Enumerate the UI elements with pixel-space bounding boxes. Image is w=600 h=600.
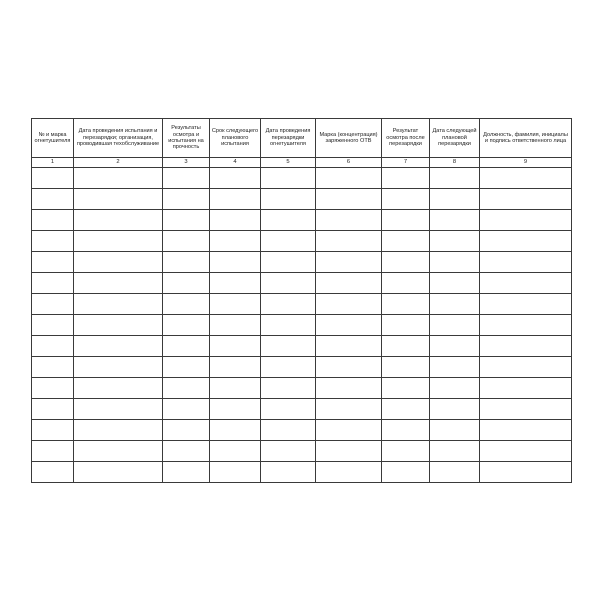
table-cell[interactable]: [480, 336, 572, 357]
table-row: [32, 441, 572, 462]
table-cell[interactable]: [74, 378, 163, 399]
table-cell[interactable]: [163, 399, 210, 420]
table-cell[interactable]: [210, 420, 261, 441]
table-row: [32, 315, 572, 336]
table-cell[interactable]: [430, 441, 480, 462]
table-cell[interactable]: [32, 252, 74, 273]
table-cell[interactable]: [480, 441, 572, 462]
table-cell[interactable]: [163, 189, 210, 210]
table-cell[interactable]: [74, 315, 163, 336]
table-cell[interactable]: [261, 336, 316, 357]
column-number: 8: [430, 158, 480, 168]
table-cell[interactable]: [480, 462, 572, 483]
table-cell[interactable]: [261, 420, 316, 441]
table-cell[interactable]: [430, 357, 480, 378]
table-cell[interactable]: [32, 399, 74, 420]
table-cell[interactable]: [430, 231, 480, 252]
table-cell[interactable]: [382, 189, 430, 210]
header-extinguisher-id: № и марка огнетушителя: [32, 119, 74, 158]
header-next-recharge-date: Дата следующей плановой перезарядки: [430, 119, 480, 158]
table-cell[interactable]: [382, 441, 430, 462]
header-responsible-person: Должность, фамилия, инициалы и подпись ответственного лица: [480, 119, 572, 158]
table-cell[interactable]: [316, 210, 382, 231]
table-cell[interactable]: [210, 378, 261, 399]
table-cell[interactable]: [261, 378, 316, 399]
table-cell[interactable]: [74, 462, 163, 483]
table-cell[interactable]: [261, 168, 316, 189]
table-cell[interactable]: [382, 231, 430, 252]
table-cell[interactable]: [74, 168, 163, 189]
table-cell[interactable]: [480, 315, 572, 336]
table-cell[interactable]: [74, 336, 163, 357]
table-row: [32, 231, 572, 252]
table-row: [32, 420, 572, 441]
table-row: [32, 378, 572, 399]
table-cell[interactable]: [210, 231, 261, 252]
table-cell[interactable]: [32, 189, 74, 210]
table-cell[interactable]: [32, 294, 74, 315]
table-cell[interactable]: [210, 210, 261, 231]
table-cell[interactable]: [261, 252, 316, 273]
column-number: 7: [382, 158, 430, 168]
table-cell[interactable]: [430, 210, 480, 231]
table-cell[interactable]: [32, 315, 74, 336]
table-cell[interactable]: [480, 189, 572, 210]
table-cell[interactable]: [163, 168, 210, 189]
table-cell[interactable]: [210, 294, 261, 315]
table-cell[interactable]: [210, 441, 261, 462]
table-cell[interactable]: [32, 336, 74, 357]
table-cell[interactable]: [74, 357, 163, 378]
table-cell[interactable]: [74, 441, 163, 462]
table-row: [32, 252, 572, 273]
column-number: 5: [261, 158, 316, 168]
table-cell[interactable]: [430, 399, 480, 420]
table-cell[interactable]: [163, 294, 210, 315]
table-cell[interactable]: [261, 294, 316, 315]
header-test-date-organization: Дата проведения испытания и перезарядки; организация, проводившая техобслуживание: [74, 119, 163, 158]
table-cell[interactable]: [430, 168, 480, 189]
table-cell[interactable]: [430, 273, 480, 294]
table-cell[interactable]: [74, 399, 163, 420]
table-row: [32, 399, 572, 420]
table-cell[interactable]: [163, 336, 210, 357]
table-cell[interactable]: [163, 210, 210, 231]
table-cell[interactable]: [382, 168, 430, 189]
header-row: [32, 119, 572, 158]
table-cell[interactable]: [480, 294, 572, 315]
table-cell[interactable]: [261, 273, 316, 294]
table-cell[interactable]: [382, 399, 430, 420]
column-number: 2: [74, 158, 163, 168]
table-cell[interactable]: [74, 252, 163, 273]
table-cell[interactable]: [430, 315, 480, 336]
table-cell[interactable]: [261, 357, 316, 378]
table-cell[interactable]: [74, 294, 163, 315]
table-cell[interactable]: [316, 273, 382, 294]
table-cell[interactable]: [261, 441, 316, 462]
table-cell[interactable]: [480, 273, 572, 294]
table-cell[interactable]: [163, 315, 210, 336]
table-cell[interactable]: [430, 336, 480, 357]
table-cell[interactable]: [316, 168, 382, 189]
table-cell[interactable]: [316, 420, 382, 441]
table-cell[interactable]: [32, 378, 74, 399]
table-cell[interactable]: [32, 231, 74, 252]
table-cell[interactable]: [210, 189, 261, 210]
table-row: [32, 189, 572, 210]
column-number-row: [32, 158, 572, 168]
table-cell[interactable]: [74, 210, 163, 231]
table-cell[interactable]: [382, 315, 430, 336]
table-cell[interactable]: [210, 168, 261, 189]
table-cell[interactable]: [163, 462, 210, 483]
table-cell[interactable]: [316, 378, 382, 399]
table-cell[interactable]: [261, 189, 316, 210]
table-cell[interactable]: [430, 252, 480, 273]
table-cell[interactable]: [32, 357, 74, 378]
table-cell[interactable]: [210, 357, 261, 378]
table-cell[interactable]: [382, 357, 430, 378]
table-cell[interactable]: [163, 420, 210, 441]
table-cell[interactable]: [32, 273, 74, 294]
table-cell[interactable]: [382, 462, 430, 483]
table-cell[interactable]: [316, 336, 382, 357]
table-body: [32, 168, 572, 483]
table-cell[interactable]: [316, 252, 382, 273]
table-cell[interactable]: [74, 231, 163, 252]
table-row: [32, 294, 572, 315]
column-number: 6: [316, 158, 382, 168]
table-cell[interactable]: [316, 357, 382, 378]
table-cell[interactable]: [74, 273, 163, 294]
table-cell[interactable]: [316, 399, 382, 420]
table-cell[interactable]: [382, 252, 430, 273]
table-cell[interactable]: [163, 357, 210, 378]
table-row: [32, 273, 572, 294]
table-cell[interactable]: [210, 252, 261, 273]
table-cell[interactable]: [261, 315, 316, 336]
table-cell[interactable]: [32, 420, 74, 441]
table-cell[interactable]: [210, 315, 261, 336]
table-cell[interactable]: [163, 252, 210, 273]
table-cell[interactable]: [316, 189, 382, 210]
table-row: [32, 357, 572, 378]
table-cell[interactable]: [261, 231, 316, 252]
table-row: [32, 336, 572, 357]
table-cell[interactable]: [163, 231, 210, 252]
table-cell[interactable]: [430, 420, 480, 441]
table-cell[interactable]: [32, 441, 74, 462]
table-cell[interactable]: [32, 462, 74, 483]
table-cell[interactable]: [210, 399, 261, 420]
header-next-test-due: Срок следующего планового испытания: [210, 119, 261, 158]
table-cell[interactable]: [382, 336, 430, 357]
table-cell[interactable]: [316, 294, 382, 315]
table-cell[interactable]: [430, 189, 480, 210]
table-cell[interactable]: [74, 189, 163, 210]
column-number: 9: [480, 158, 572, 168]
table-cell[interactable]: [316, 315, 382, 336]
table-cell[interactable]: [261, 399, 316, 420]
table-cell[interactable]: [480, 168, 572, 189]
table-cell[interactable]: [480, 420, 572, 441]
column-number: 3: [163, 158, 210, 168]
table-cell[interactable]: [382, 378, 430, 399]
header-post-recharge-result: Результат осмотра после перезарядки: [382, 119, 430, 158]
table-row: [32, 462, 572, 483]
table-cell[interactable]: [480, 231, 572, 252]
table-row: [32, 168, 572, 189]
table-cell[interactable]: [382, 420, 430, 441]
table-cell[interactable]: [382, 273, 430, 294]
table-cell[interactable]: [430, 294, 480, 315]
table-cell[interactable]: [316, 231, 382, 252]
header-inspection-results: Результаты осмотра и испытания на прочность: [163, 119, 210, 158]
table-cell[interactable]: [316, 441, 382, 462]
table-cell[interactable]: [163, 378, 210, 399]
table-cell[interactable]: [382, 210, 430, 231]
table-cell[interactable]: [74, 420, 163, 441]
table-cell[interactable]: [430, 378, 480, 399]
table-cell[interactable]: [210, 336, 261, 357]
table-cell[interactable]: [480, 252, 572, 273]
table-cell[interactable]: [261, 462, 316, 483]
table-cell[interactable]: [480, 399, 572, 420]
table-cell[interactable]: [210, 462, 261, 483]
table-row: [32, 210, 572, 231]
table-cell[interactable]: [382, 294, 430, 315]
table-cell[interactable]: [32, 210, 74, 231]
column-number: 4: [210, 158, 261, 168]
table-cell[interactable]: [480, 357, 572, 378]
header-recharge-date: Дата проведения перезарядки огнетушителя: [261, 119, 316, 158]
table-cell[interactable]: [210, 273, 261, 294]
column-number: 1: [32, 158, 74, 168]
table-cell[interactable]: [480, 210, 572, 231]
table-cell[interactable]: [480, 378, 572, 399]
table-cell[interactable]: [261, 210, 316, 231]
header-agent-grade: Марка (концентрация) заряженного ОТВ: [316, 119, 382, 158]
table-cell[interactable]: [163, 441, 210, 462]
table-cell[interactable]: [430, 462, 480, 483]
extinguisher-log-table: [31, 118, 572, 483]
table-cell[interactable]: [163, 273, 210, 294]
table-cell[interactable]: [316, 462, 382, 483]
table-cell[interactable]: [32, 168, 74, 189]
